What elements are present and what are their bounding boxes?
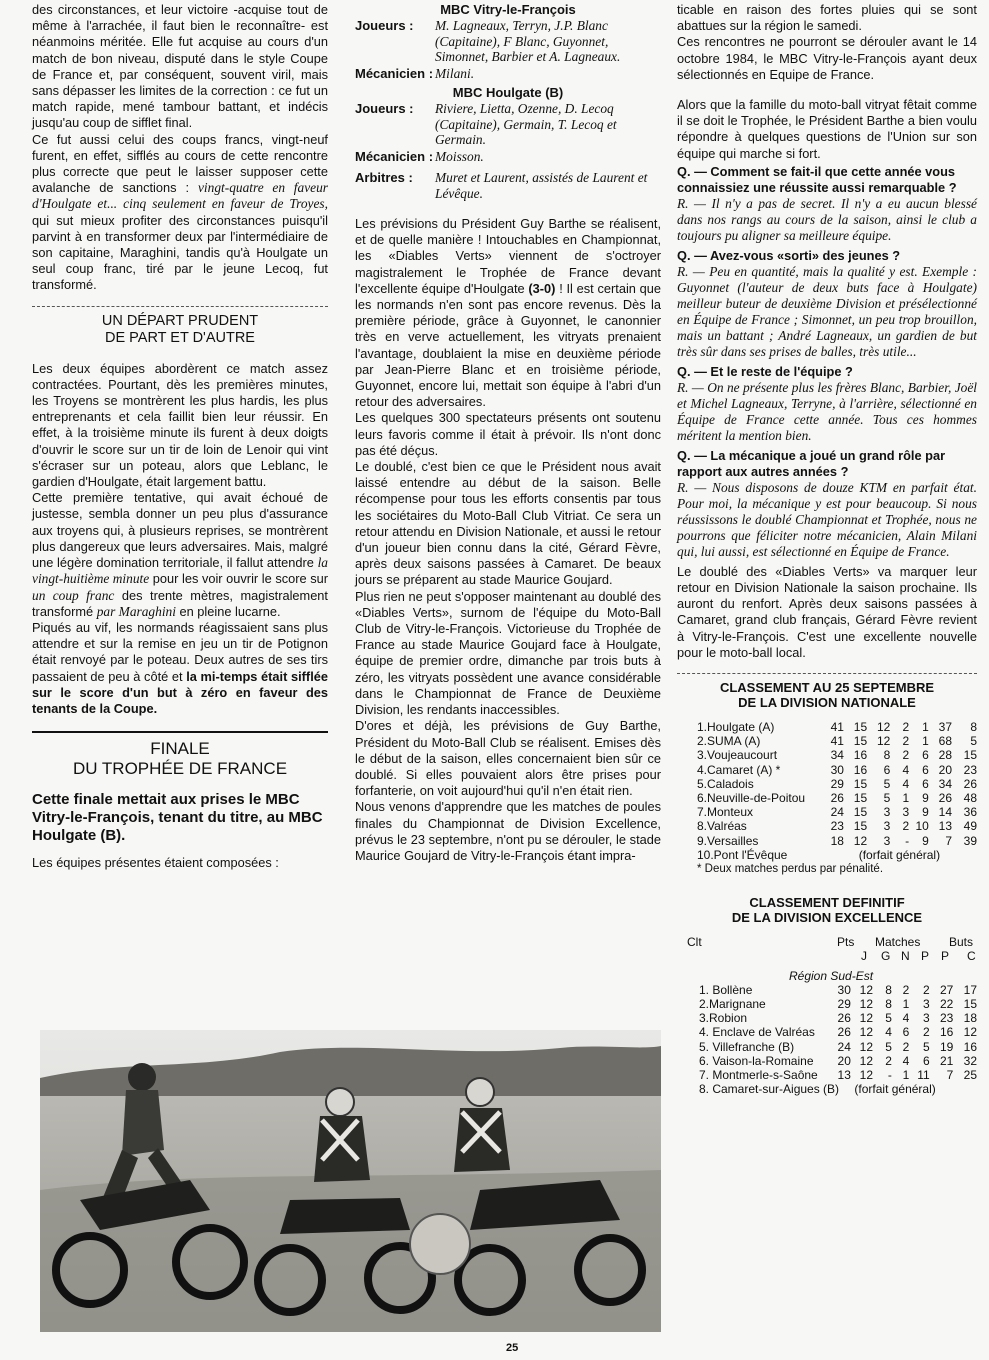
- standings-table: [697, 720, 977, 848]
- stat-cell: 15: [853, 791, 868, 806]
- stat-cell: 26: [837, 1025, 851, 1040]
- stat-cell: 23: [963, 762, 977, 777]
- stat-cell: 8: [885, 982, 892, 997]
- stat-cell: 5: [885, 1011, 892, 1026]
- stat-cell: 9: [922, 833, 929, 848]
- team-cell: 6. Vaison-la-Romaine: [699, 1053, 814, 1068]
- paragraph: Les quelques 300 spectateurs présents ont soutenu leurs favoris comme il était à prévoir. Ils n'ont donc pas été déçus.: [355, 410, 661, 458]
- stat-cell: 12: [859, 982, 874, 997]
- table-row: [699, 1025, 977, 1039]
- stat-cell: 68: [938, 734, 952, 749]
- divider: [32, 731, 328, 733]
- paragraph: Les deux équipes abordèrent ce match assez contractées. Pourtant, dès les premières minutes, les Troyens se montrèrent les plus hardis, les plus entreprenants et cela faillit bien leur réussir. En effet, à la troisième minute ils furent à deux doigts d'ouvrir le score sur un tir de loin de Lenoir qui vint s'écraser sur un poteau, alors que Leblanc, le gardien d'Houlgate, était largement battu.: [32, 360, 328, 490]
- stat-cell: 6: [922, 776, 929, 791]
- paragraph: Plus rien ne peut s'opposer maintenant au doublé des «Diables Verts», surnom de l'équipe du Moto-Ball Club de Vitry-le-François. Victorieuse du Trophée de France au stade Maurice Goujard face à Houlgate, équipe de premier ordre, dimanche par trois buts à zéro, les vitryats possèdent une avance considérable dans le Championnat de France de Deuxième Division, les rendants inaccessibles.: [355, 588, 661, 718]
- stat-cell: 9: [922, 805, 929, 820]
- interview-question: Q. — La mécanique a joué un grand rôle par rapport aux autres années ?: [677, 447, 946, 479]
- stat-cell: 20: [938, 762, 952, 777]
- stat-cell: 5: [883, 791, 891, 806]
- team-cell: 4.Camaret (A) *: [697, 762, 781, 777]
- stat-cell: 16: [853, 762, 868, 777]
- table-row: [699, 1040, 977, 1054]
- stat-cell: 5: [923, 1039, 930, 1054]
- team-cell: 9.Versailles: [697, 833, 759, 848]
- table-title: CLASSEMENT AU 25 SEPTEMBRE DE LA DIVISION NATIONALE: [719, 680, 935, 711]
- table-row: [697, 805, 977, 819]
- team-cell: 2.Marignane: [699, 997, 766, 1012]
- stat-cell: 49: [963, 819, 977, 834]
- stat-cell: 41: [830, 720, 844, 735]
- stat-cell: 8: [885, 997, 892, 1012]
- paragraph: Piqués au vif, les normands réagissaient sans plus attendre et sur la remise en jeu un tir de Potignon était renvoyé par le poteau. Deux autres de ses tirs passaient de peu à côté et la mi-temps était sifflée sur le score d'un but à zéro en faveur des tenants de la Coupe.: [32, 619, 328, 716]
- stat-cell: 2: [902, 720, 910, 735]
- team-cell: 3.Voujeaucourt: [697, 748, 778, 763]
- stat-cell: 6: [922, 762, 929, 777]
- stat-cell: 1: [922, 734, 929, 749]
- motoball-photo: [40, 1030, 661, 1332]
- stat-cell: 12: [859, 1011, 874, 1026]
- stat-cell: 34: [830, 748, 844, 763]
- column-left: [32, 2, 328, 871]
- interview-answer: R. — Il n'y a pas de secret. Il n'y a eu aucun blessé dans nos rangs au cours de la saison, ainsi le club a toujours pu aligner sa meilleure équipe.: [677, 195, 977, 243]
- stat-cell: 16: [939, 1025, 954, 1040]
- interview-answer: R. — Nous disposons de douze KTM en parfait état. Pour moi, la mécanique y est pour beaucoup. Si nous réussissons le doublé Championnat et Trophée, nous ne pourrons que féliciter notre mécanicien, Alain Milani qui, lui aussi, est sélectionné en Équipe de France.: [677, 479, 977, 559]
- stat-cell: 15: [963, 997, 977, 1012]
- standings-table: [699, 983, 977, 1082]
- stat-cell: 2: [902, 819, 910, 834]
- stat-cell: 32: [963, 1053, 977, 1068]
- stat-cell: 4: [885, 1025, 892, 1040]
- table-row: [699, 1011, 977, 1025]
- lead-paragraph: Cette finale mettait aux prises le MBC Vitry-le-François, tenant du titre, au MBC Houlgate (B).: [32, 791, 323, 845]
- stat-cell: 8: [970, 720, 977, 735]
- stat-cell: 18: [830, 833, 844, 848]
- divider: [32, 306, 328, 307]
- stat-cell: 1: [902, 791, 910, 806]
- stat-cell: 3: [883, 833, 891, 848]
- stat-cell: 12: [859, 997, 874, 1012]
- stat-cell: 37: [938, 720, 952, 735]
- stat-cell: 9: [922, 791, 929, 806]
- interview-question: Q. — Et le reste de l'équipe ?: [677, 363, 853, 379]
- stat-cell: 30: [830, 762, 844, 777]
- stat-cell: 23: [830, 819, 844, 834]
- stat-cell: 23: [939, 1011, 954, 1026]
- stat-cell: 5: [970, 734, 977, 749]
- table-row: [699, 983, 977, 997]
- stat-cell: 15: [853, 734, 868, 749]
- stat-cell: 16: [963, 1039, 977, 1054]
- stat-cell: 7: [946, 1068, 954, 1083]
- stat-cell: 26: [963, 776, 977, 791]
- interview-question: Q. — Comment se fait-il que cette année vous connaissiez une réussite aussi remarquable ?: [677, 163, 957, 195]
- paragraph: Le doublé, c'est bien ce que le Président nous avait laissé entendre au début de la saison. Belle récompense pour tous les efforts consentis par tous les sociétaires du Moto-Ball Club Vitriat. Ce sera un retour attendu en Division Nationale, et aussi le retour d'un joueur bien connu dans la cité, Gérard Fèvre, après deux saisons passées à Camaret. De beaux jours se préparent au stade Maurice Goujard.: [355, 459, 661, 588]
- region-label: Région Sud-Est: [789, 968, 874, 983]
- stat-cell: 30: [837, 982, 851, 997]
- stat-cell: 21: [939, 1053, 954, 1068]
- table-row: [697, 734, 977, 748]
- stat-cell: 4: [902, 1011, 910, 1026]
- stat-cell: 1: [902, 997, 910, 1012]
- stat-cell: 20: [837, 1053, 851, 1068]
- stat-cell: 16: [853, 748, 868, 763]
- paragraph: Les prévisions du Président Guy Barthe se réalisent, et de quelle manière ! Intouchables en Championnat, les «Diables Verts» viennent de s'octroyer magistralement le Trophée de France devant l'excellente équipe d'Houlgate (3-0) ! Il est certain que les normands n'en sont pas encore revenus. Dès la première période, grâce à Guyonnet, le canonnier très en verve actuellement, les vitryats prenaient l'avantage, doublaient la mise en deuxième période par Jean-Pierre Blanc et en troisième période, Guyonnet, encore lui, mettait son équipe à l'abri d'un retour des adversaires.: [355, 216, 662, 410]
- table-row: 8. Camaret-sur-Aigues (B) (forfait général): [699, 1082, 936, 1097]
- stat-cell: 5: [885, 1039, 892, 1054]
- stat-cell: 2: [902, 748, 910, 763]
- stat-cell: 13: [837, 1068, 851, 1083]
- stat-cell: 28: [938, 748, 952, 763]
- stat-cell: 2: [923, 1025, 930, 1040]
- stat-cell: 12: [876, 720, 891, 735]
- stat-cell: 6: [923, 1053, 930, 1068]
- team-cell: 7. Montmerle-s-Saône: [699, 1068, 818, 1083]
- stat-cell: 6: [883, 762, 891, 777]
- team-cell: 5. Villefranche (B): [699, 1039, 795, 1054]
- stat-cell: -: [905, 833, 910, 848]
- section-title: FINALE DU TROPHÉE DE FRANCE: [72, 739, 288, 779]
- table-title: CLASSEMENT DEFINITIF DE LA DIVISION EXCELLENCE: [731, 894, 923, 925]
- stat-cell: 2: [902, 982, 910, 997]
- stat-cell: 13: [938, 819, 952, 834]
- table-row: 10.Pont l'Évêque (forfait général): [697, 847, 941, 862]
- stat-cell: 25: [963, 1068, 977, 1083]
- stat-cell: 26: [830, 791, 844, 806]
- stat-cell: 39: [963, 833, 977, 848]
- paragraph: ticable en raison des fortes pluies qui se sont abattues sur la région le samedi.: [677, 2, 977, 34]
- stat-cell: 3: [883, 819, 891, 834]
- paragraph: Ce fut aussi celui des coups francs, vingt-neuf furent, en effet, sifflés au cours de cette rencontre plus correcte que peut le laisser supposer cette avalanche de sanctions : vingt-quatre en faveur d'Houlgate et... cinq seulement en faveur de Troyes, qui sut mieux profiter des circonstances puisqu'il parvint à en transformer deux par l'intermédiaire de son capitaine, Maraghini, tandis qu'à Houlgate un seul coup franc, tiré par le jeune Lecoq, fut transformé.: [32, 131, 328, 293]
- stat-cell: 29: [837, 997, 851, 1012]
- stat-cell: 18: [963, 1011, 977, 1026]
- stat-cell: 12: [859, 1053, 874, 1068]
- stat-cell: 1: [922, 720, 929, 735]
- stat-cell: 12: [853, 833, 868, 848]
- stat-cell: 2: [885, 1053, 892, 1068]
- stat-cell: 19: [939, 1039, 954, 1054]
- stat-cell: 2: [902, 734, 910, 749]
- team-cell: 8.Valréas: [697, 819, 747, 834]
- stat-cell: 26: [938, 791, 952, 806]
- stat-cell: 7: [945, 833, 952, 848]
- stat-cell: 41: [830, 734, 844, 749]
- stat-cell: 6: [922, 748, 929, 763]
- stat-cell: 36: [963, 805, 977, 820]
- interview-question: Q. — Avez-vous «sorti» des jeunes ?: [677, 247, 901, 263]
- section-title: UN DÉPART PRUDENT DE PART ET D'AUTRE: [101, 312, 259, 346]
- stat-cell: 27: [939, 982, 954, 997]
- column-middle: [355, 2, 661, 864]
- team-name: MBC Vitry-le-François: [440, 2, 576, 17]
- stat-cell: 15: [963, 748, 977, 763]
- stat-cell: 8: [883, 748, 891, 763]
- stat-cell: 2: [902, 1039, 910, 1054]
- table-footnote: * Deux matches perdus par pénalité.: [697, 862, 884, 875]
- interview-answer: R. — On ne présente plus les frères Blanc, Barbier, Joël et Michel Lagneaux, Terryne, à l'arrière, sélectionné en Équipe de France cette année. Tous ces hommes méritent la mention bien.: [677, 379, 977, 443]
- table-row: [699, 1068, 977, 1082]
- table-row: [697, 834, 977, 848]
- divider: [677, 673, 977, 674]
- stat-cell: 17: [963, 982, 977, 997]
- team-cell: 5.Caladois: [697, 776, 754, 791]
- stat-cell: 14: [938, 805, 952, 820]
- table-row: [697, 748, 977, 762]
- stat-cell: 3: [883, 805, 891, 820]
- ball: [410, 1214, 470, 1274]
- column-right: [677, 2, 977, 1096]
- paragraph: Le doublé des «Diables Verts» va marquer leur retour en Division Nationale la saison prochaine. Ils auront du renfort. Après deux saisons passées à Camaret, grand club français, Gérard Fèvre revient à Vitry-le-François. C'est une excellente nouvelle pour le moto-ball local.: [677, 563, 977, 660]
- team-lineups: MBC Vitry-le-François Joueurs : M. Lagneaux, Terryn, J.P. Blanc (Capitaine), F Blanc, Guyonnet, Simonnet, Barbier et A. Lagneaux. Mécanicien : Milani. MBC Houlgate (B) Joueurs : Riviere, Lietta, Ozenne, D. Lecoq (Capitaine), Germain, T. Lecoq et Germain. Mécanicien : Moisson. Arbitres : Muret et Laurent, assistés de Laurent et Lévêque.: [355, 2, 661, 201]
- interview-answer: R. — Peu en quantité, mais la qualité y est. Exemple : Guyonnet (l'auteur de deux buts face à Houlgate) meilleur buteur de deuxième Division et présélectionné en Équipe de France ; Simonnet, un peu trop brouillon, mais un battant ; André Lagneaux, un gardien de but très sûr dans ses prises de balles, très utile...: [677, 263, 977, 359]
- paragraph: des circonstances, et leur victoire -acquise tout de même à l'arrachée, il faut bien le reconnaître- est néanmoins méritée. Elle fut acquise au cours d'un match de bon niveau, disputé dans le style Coupe de France et, par conséquent, souvent viril, mais sans dépasser les limites de la correction : ce fut un match rapide, mené tambour battant, et indécis jusqu'au coup de sifflet final.: [32, 2, 328, 131]
- stat-cell: 24: [830, 805, 844, 820]
- stat-cell: 11: [917, 1068, 930, 1083]
- stat-cell: 12: [859, 1039, 874, 1054]
- stat-cell: 15: [853, 720, 868, 735]
- stat-cell: 15: [853, 776, 868, 791]
- team-name: MBC Houlgate (B): [452, 85, 564, 100]
- page-number: 25: [506, 1342, 519, 1354]
- stat-cell: 3: [923, 1011, 930, 1026]
- stat-cell: 15: [853, 805, 868, 820]
- team-cell: 1.Houlgate (A): [697, 720, 775, 735]
- stat-cell: 6: [902, 1025, 910, 1040]
- stat-cell: 12: [859, 1025, 874, 1040]
- stat-cell: 4: [902, 762, 910, 777]
- stat-cell: 1: [902, 1068, 910, 1083]
- stat-cell: 4: [902, 1053, 910, 1068]
- stat-cell: 15: [853, 819, 868, 834]
- stat-cell: 3: [902, 805, 910, 820]
- stat-cell: 10: [915, 819, 929, 834]
- table-row: [699, 997, 977, 1011]
- stat-cell: 29: [830, 776, 844, 791]
- paragraph: Nous venons d'apprendre que les matches de poules finales du Championnat de Division Excellence, prévus le 23 septembre, n'ont pu se dérouler, le stade Maurice Goujard de Vitry-le-François étant impra-: [355, 799, 661, 863]
- team-cell: 2.SUMA (A): [697, 734, 761, 749]
- paragraph: D'ores et déjà, les prévisions de Guy Barthe, Président du Moto-Ball Club se réalisent. Emises dès le début de la saison, elles concernaient bien sûr ce doublé. Si elles pouvaient alors être prises pour forfanterie, on voit aujourd'hui qu'il n'en était rien.: [355, 718, 661, 799]
- table-header: Clt Pts Matches Buts J G N P P C: [687, 934, 976, 963]
- stat-cell: 34: [938, 776, 952, 791]
- stat-cell: 26: [837, 1011, 851, 1026]
- stat-cell: 2: [923, 982, 930, 997]
- paragraph: Alors que la famille du moto-ball vitryat fêtait comme il se doit le Trophée, le Président Barthe a bien voulu répondre à quelques questions de l'Union sur son équipe qui marche si fort.: [677, 97, 977, 161]
- stat-cell: 4: [902, 776, 910, 791]
- stat-cell: 12: [876, 734, 891, 749]
- team-cell: 3.Robion: [699, 1011, 748, 1026]
- team-cell: 7.Monteux: [697, 805, 754, 820]
- stat-cell: -: [887, 1068, 892, 1083]
- table-row: [697, 720, 977, 734]
- stat-cell: 24: [837, 1039, 851, 1054]
- table-row: [697, 819, 977, 833]
- paragraph: Les équipes présentes étaient composées :: [32, 855, 279, 871]
- stat-cell: 12: [859, 1068, 874, 1083]
- table-row: [699, 1054, 977, 1068]
- paragraph: Ces rencontres ne pourront se dérouler avant le 14 octobre 1984, le MBC Vitry-le-François ayant deux sélectionnés en Equipe de France.: [677, 34, 977, 82]
- stat-cell: 22: [939, 997, 954, 1012]
- paragraph: Cette première tentative, qui avait échoué de justesse, sembla donner un peu plus d'assurance aux troyens qui, à plusieurs reprises, se montrèrent plus dangereux que leurs adversaires. Mais, malgré une légère domination territoriale, il fallut attendre la vingt-huitième minute pour les voir ouvrir le score sur un coup franc des trente mètres, magistralement transformé par Maraghini en pleine lucarne.: [32, 490, 328, 619]
- table-row: [697, 777, 977, 791]
- stat-cell: 3: [923, 997, 930, 1012]
- team-cell: 4. Enclave de Valréas: [699, 1025, 815, 1040]
- table-row: [697, 791, 977, 805]
- interview: [677, 164, 977, 560]
- team-cell: 6.Neuville-de-Poitou: [697, 791, 806, 806]
- stat-cell: 12: [963, 1025, 977, 1040]
- stat-cell: 5: [883, 776, 891, 791]
- team-cell: 1. Bollène: [699, 982, 753, 997]
- stat-cell: 48: [963, 791, 977, 806]
- table-row: [697, 763, 977, 777]
